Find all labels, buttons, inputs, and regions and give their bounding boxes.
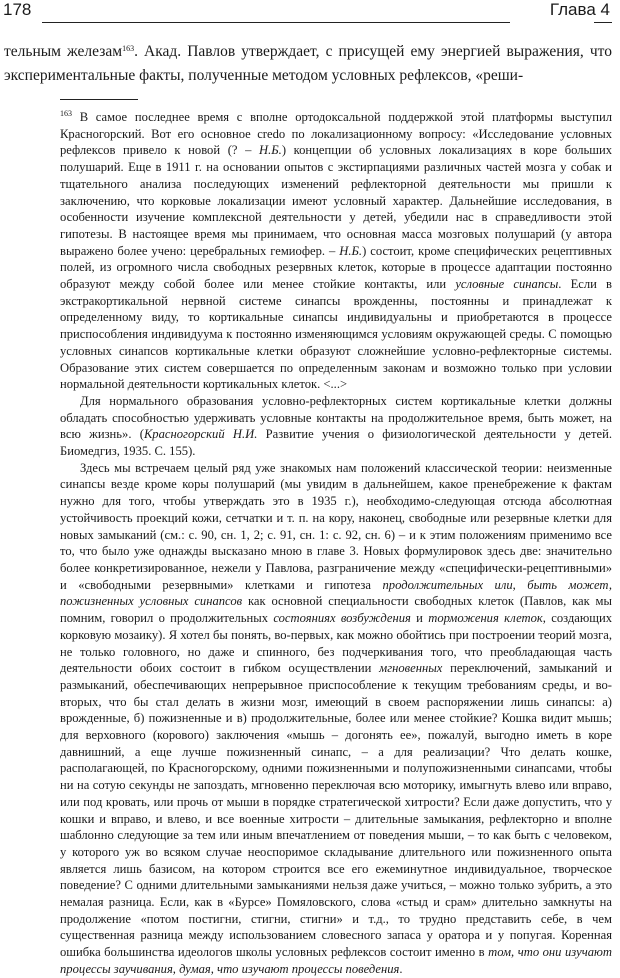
fn-italic: Н.Б. [259, 143, 282, 158]
fn-italic: торможения клеток [428, 611, 543, 626]
main-text-rest: . Акад. Павлов утверждает, с присущей ему энергией выражения, что экспериментальные факты, полученные методом условных рефлексов, «реши- [4, 43, 612, 84]
page-header [0, 0, 620, 20]
header-rule-right [594, 22, 612, 23]
fn-text: Здесь мы встречаем целый ряд уже знакомых нам положений классической теории: неизменные синапсы везде кроме коры полушарий (мы увидим в дальнейшем, какое пренебрежение к фактам нужно для того, чтобы утверждать это в 1935 г.), необходимо-следующая отсюда абсолютная устойчивость проекций кожи, сетчатки и т. п. на кору, наконец, свободные или резервные клетки для новых замыканий (см.: с. 90, сн. 1, 2; с. 91, сн. 1: с. 92, сн. 6) – и к этим положениям применимо все то, что было уже однажды высказано мною в главе 3. Новых формулировок здесь две: значительно более конкретизированное, нежели у Павлова, разграничение между «специфически-рецептивными» и «свободными резервными» клетками и гипотеза [60, 460, 612, 592]
footnote-reference: 163 [122, 44, 135, 53]
page-number: 178 [3, 0, 32, 19]
fn-italic: Н.Б. [339, 243, 363, 258]
main-text-start: тельным железам [4, 43, 123, 60]
fn-text: ) концепции об условных локализациях в коре больших полушарий. Еще в 1911 г. на основании опытов с экстирпациями различных частей мозга у собак и тщательного анализа последующих изменений рефлекторной деятельности мы пришли к заключению, что корковые локализации имеют условный характер. Дальнейшие исследования, в особенности изучение комплексной деятельности у детей, убедили нас в справедливости этой гипотезы. В настоящее время мы принимаем, что основная масса мозговых полушарий (у автора выражено более учено: церебральных гемиофер. – [60, 143, 612, 258]
fn-italic: том, что они изучают процессы заучивания, думая, что изучают процессы поведения [60, 945, 612, 976]
footnote-paragraph-2 [60, 393, 612, 460]
header-rule-left [42, 22, 510, 23]
fn-italic: состояниях возбуждения [273, 611, 411, 626]
fn-text: ) состоит, кроме специфических рецептивных полей, из огромного числа свободных резервных клеток, которые в процессе адаптации постоянно образуют между собой более или менее стойкие контакты, или [60, 243, 612, 292]
chapter-title: Глава 4 [549, 0, 610, 19]
fn-text: В самое последнее время с вполне ортодоксальной поддержкой этой платформы выступил Красногорский. Вот его основное credo по локализационному вопросу: «Исследование условных рефлексов привело к новой (? – [60, 110, 612, 158]
fn-text: Развитие учения о физиологической деятельности у детей. Биомедгиз, 1935. С. 155). [60, 427, 612, 459]
footnote-paragraph-3 [60, 460, 612, 978]
fn-text: . Если в экстракортикальной нервной системе синапсы врожденны, постоянны и принадлежат к определенному виду, то кортикальные синапсы индивидуальны и приобретаются в процессе приспособления индивидуума к постоянно изменяющимся условиям окружающей среды. С помощью условных синапсов кортикальные клетки образуют сложнейшие условно-рефлекторные системы. Образование этих систем совершается по определенным законам и возможно только при условии нормальной деятельности кортикальных клеток. <...> [60, 277, 612, 392]
fn-text: и [410, 611, 429, 626]
fn-italic: условные синапсы [455, 277, 559, 292]
fn-text: . [399, 961, 403, 976]
fn-text: переключений, замыканий и размыканий, обеспечивающих непрерывное приспособление к текущим требованиям среды, и во-вторых, что бы стал делать в жизни мозг, имеющий в своем распоряжении лишь синапсы: а) врожденные, б) пожизненные и в) продолжительные, более или менее стойкие? Кошка видит мышь; для верховного (корового) заключения «мышь – догонять ее», пожалуй, выгодно иметь в коре давнишний, а еще лучше пожизненный синапс, – а для реализации? Что делать кошке, располагающей, по Красногорскому, одними пожизненными и полупожизненными синапсами, чтобы ни на сотую секунды не запоздать, мгновенно переключая всю моторику, имыгнуть влево или вправо, или под кровать, или прочь от мыши в порядке стратегической хитрости? Если даже допустить, что у кошки и вправо, и влево, и все военные хитрости – длительные замыкания, рефлекторно и вполне шаблонно следующие за тем или иным впечатлением от поведения мыши, – то как быть с человеком, у которого уж во всяком случае неоспоримое складывание длительного или пожизненного опыта является лишь базисом, на котором строится все его ежеминутное индивидуальное, творческое поведение? С одними длительными замыканиями нельзя даже учиться, – можно только зубрить, а это немалая разница. Если, как в «Бурсе» Помяловского, слова «стыд и срам» длительно замкнуты на продолжение «потом постигни, стигни, стигни» и т.д., то трудно представить себе, в чем существенная разница между использованием словесного запаса у оратора и у попугая. Коренная ошибка большинства идеологов школы условных рефлексов состоит именно в [60, 661, 612, 960]
footnote-number: 163 [60, 109, 72, 118]
footnote-block [60, 109, 612, 978]
main-paragraph [4, 40, 612, 88]
footnote-separator [60, 99, 138, 100]
fn-text: Для нормального образования условно-рефлекторных систем кортикальные клетки должны обладать способностью удерживать условные контакты на продолжительное время, быть может, на всю жизнь». ( [60, 393, 612, 442]
footnote-paragraph-1 [60, 109, 612, 393]
fn-text: , создающих корковую мозаику). Я хотел бы понять, во-первых, как можно обойтись при построении теорий мозга, не только головного, но даже и спинного, без подчеркивания того, что преобладающая часть деятельности обоих состоит в гибком осуществлении [60, 611, 613, 676]
fn-italic: Красногорский Н.И. [143, 427, 258, 442]
fn-italic: продолжительных или, быть может, пожизненных условных синапсов [60, 577, 612, 609]
fn-italic: мгновенных [379, 661, 443, 676]
fn-text: как основной специальности свободных клеток (Павлов, как мы помним, говорил о продолжительных [60, 594, 612, 626]
